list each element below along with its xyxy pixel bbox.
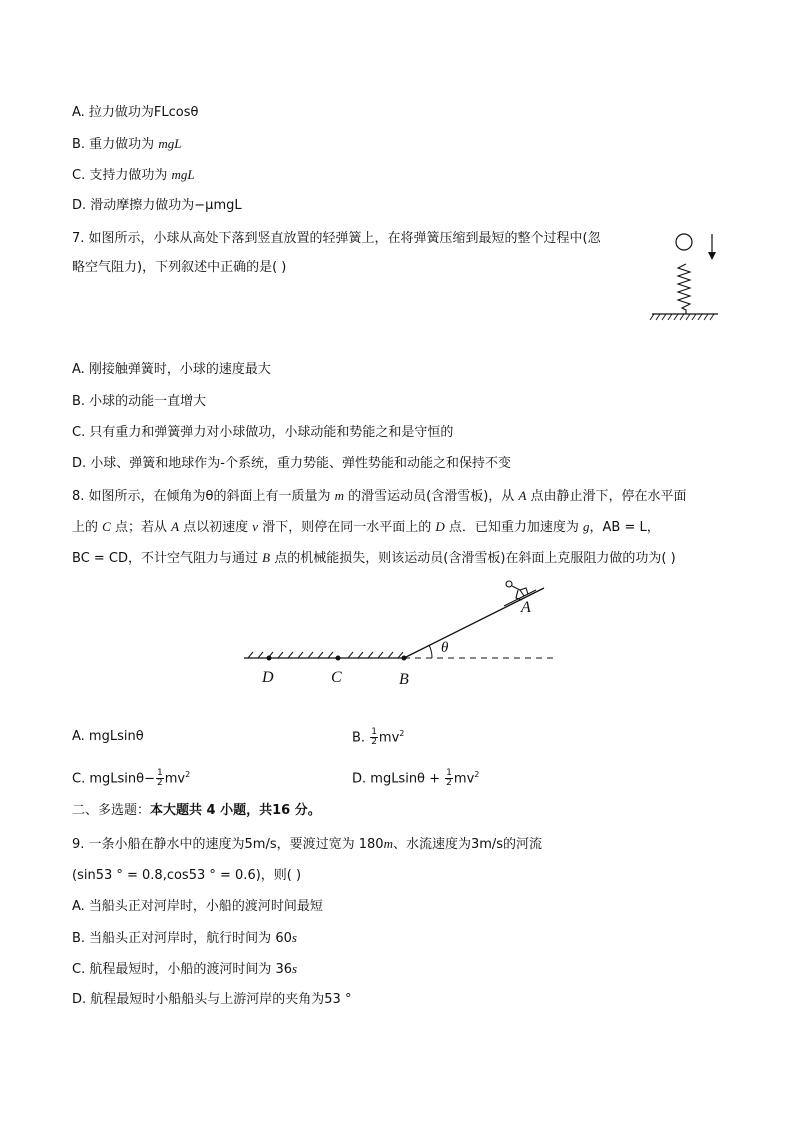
q8-text: 滑下，则停在同一水平面上的: [258, 520, 436, 535]
spring: [678, 264, 690, 314]
q8-text: 上的: [72, 520, 103, 535]
q6-option-c: [72, 165, 195, 186]
q6-option-c-text: C. 支持力做功为: [72, 168, 172, 183]
fraction-half: [156, 769, 164, 788]
fraction-num: 1: [156, 768, 163, 779]
q7-option-d: D. 小球、弹簧和地球作为-个系统，重力势能、弹性势能和动能之和保持不变: [72, 456, 511, 471]
q8-option-d: [352, 765, 479, 789]
label-a: A: [521, 599, 531, 616]
q9-option-text: B. 当船头正对河岸时，航行时间为 60: [72, 931, 292, 946]
section-prefix: 二、多选题：: [72, 803, 151, 818]
q6-option-d: D. 滑动摩擦力做功为−μmgL: [72, 198, 242, 213]
q8-text: 点以初速度: [179, 520, 253, 535]
fraction-den: 2: [156, 778, 163, 789]
q8-text: 点的机械能损失，则该运动员(含滑雪板)在斜面上克服阻力做的功为( ): [270, 551, 676, 566]
q9-text: 、水流速度为3m/s的河流: [392, 837, 543, 852]
section-bold: 本大题共 4 小题，共16 分。: [150, 803, 321, 818]
q8-option-text: mv: [378, 730, 400, 746]
q8-math: B: [262, 550, 271, 565]
section-header: [72, 801, 321, 821]
superscript: 2: [185, 770, 191, 779]
q8-option-text: D. mgLsinθ +: [352, 771, 445, 787]
q8-text: 点．已知重力加速度为: [444, 520, 583, 535]
label-d: D: [262, 669, 274, 686]
q9-stem-line1: [72, 834, 542, 855]
q8-option-b: [352, 724, 404, 748]
q7-option-c: C. 只有重力和弹簧弹力对小球做功，小球动能和势能之和是守恒的: [72, 425, 454, 440]
label-b: B: [399, 671, 409, 688]
skier-icon: [504, 581, 536, 606]
label-theta: θ: [441, 640, 449, 656]
q8-text: ，AB = L，: [589, 520, 660, 535]
q7-option-a: A. 刚接触弹簧时，小球的速度最大: [72, 362, 271, 377]
q8-stem-line2: [72, 517, 660, 538]
q9-option-b: [72, 928, 297, 949]
q8-option-text: C. mgLsinθ−: [72, 771, 155, 787]
q9-stem-line2: (sin53 ° = 0.8,cos53 ° = 0.6)，则( ): [72, 868, 302, 883]
q8-option-c: [72, 765, 190, 789]
q8-text: 8. 如图所示，在倾角为θ的斜面上有一质量为: [72, 489, 335, 504]
q7-option-b: B. 小球的动能一直增大: [72, 394, 207, 409]
q8-text: 点；若从: [110, 520, 172, 535]
q8-stem-line1: [72, 486, 687, 507]
fraction-den: 2: [371, 737, 377, 748]
q8-option-text: mv: [164, 771, 186, 787]
q8-option-text: B.: [352, 730, 370, 746]
angle-arc: [429, 645, 432, 658]
q8-math: D: [435, 519, 445, 534]
q8-math: v: [252, 519, 259, 534]
fraction-half: [370, 728, 378, 747]
q8-math: C: [102, 519, 111, 534]
point-b: [402, 656, 407, 661]
point-d: [267, 656, 272, 661]
q9-option-d: D. 航程最短时小船船头与上游河岸的夹角为53 °: [72, 992, 352, 1007]
q8-text: 点由静止滑下，停在水平面: [526, 489, 687, 504]
q9-option-a: A. 当船头正对河岸时，小船的渡河时间最短: [72, 899, 323, 914]
label-c: C: [331, 669, 342, 686]
q8-figure-incline: [236, 572, 566, 696]
q9-unit: s: [291, 930, 297, 945]
q7-stem-line1: 7. 如图所示，小球从高处下落到竖直放置的轻弹簧上，在将弹簧压缩到最短的整个过程中(忽: [72, 231, 601, 246]
fraction-den: 2: [446, 778, 452, 789]
fraction-half: [445, 769, 453, 788]
fraction-num: 1: [446, 768, 452, 779]
q9-option-text: C. 航程最短时，小船的渡河时间为 36: [72, 962, 293, 977]
q8-math: A: [171, 519, 180, 534]
q8-option-text: mv: [453, 771, 475, 787]
q9-option-c: [72, 959, 297, 980]
q6-option-c-math: mgL: [171, 167, 195, 182]
fraction-num: 1: [371, 727, 377, 738]
q8-math: g: [583, 519, 590, 534]
q8-text: 的滑雪运动员(含滑雪板)，从: [344, 489, 519, 504]
q7-figure-spring: [648, 228, 722, 324]
arrow-head: [708, 252, 716, 260]
ground-hatch: [650, 314, 714, 320]
point-c: [336, 656, 341, 661]
superscript: 2: [399, 729, 405, 738]
q8-option-a: A. mgLsinθ: [72, 729, 144, 744]
q7-stem-line2: 略空气阻力)，下列叙述中正确的是( ): [72, 260, 287, 275]
q9-unit: s: [292, 961, 298, 976]
q8-text: BC = CD，不计空气阻力与通过: [72, 551, 263, 566]
q9-text: 9. 一条小船在静水中的速度为5m/s，要渡过宽为 180: [72, 837, 384, 852]
ball: [676, 234, 692, 250]
q8-math: A: [518, 488, 527, 503]
q9-math: m: [383, 836, 393, 851]
q8-math: m: [334, 488, 345, 503]
superscript: 2: [474, 770, 480, 779]
q6-option-b-math: mgL: [158, 136, 182, 151]
q8-stem-line3: [72, 548, 676, 569]
q6-option-b-text: B. 重力做功为: [72, 137, 159, 152]
q6-option-a: A. 拉力做功为FLcosθ: [72, 105, 199, 120]
q6-option-b: [72, 134, 181, 155]
